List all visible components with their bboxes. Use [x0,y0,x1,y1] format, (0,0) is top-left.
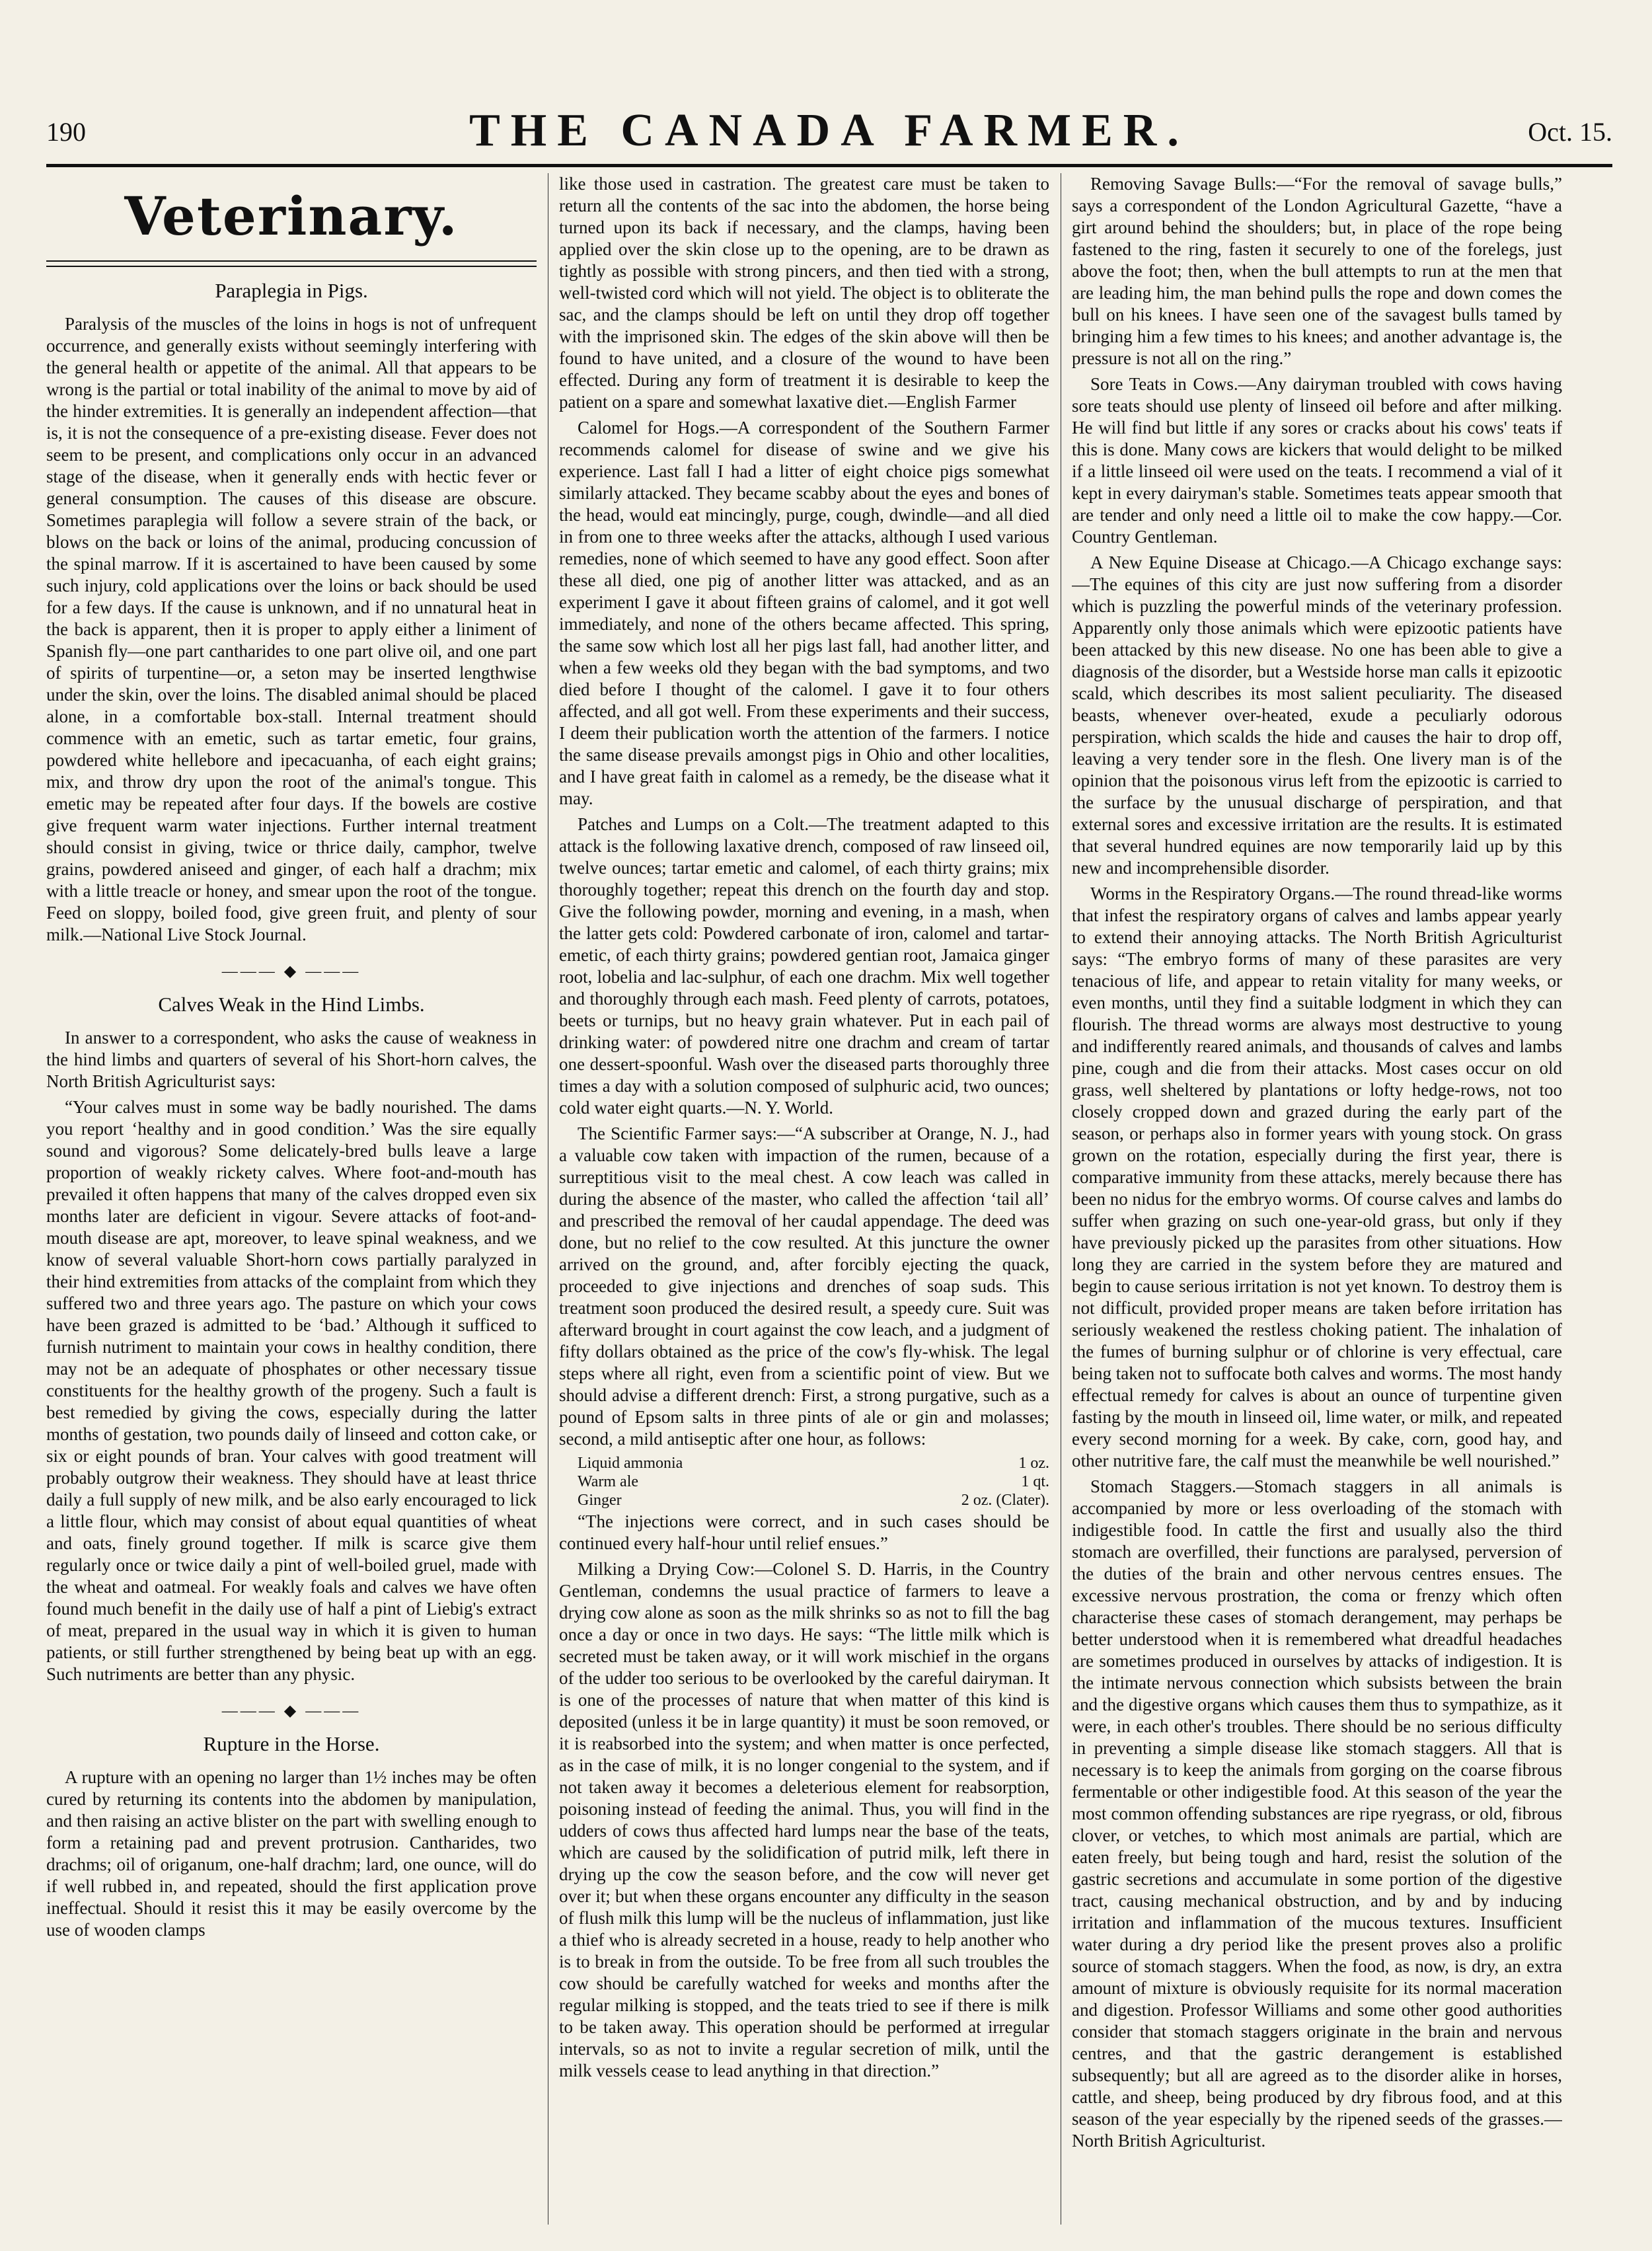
article-paragraph: A rupture with an opening no larger than 1½ inches may be often cured by returning its contents into the abdomen by manipulation, and then raising an active blister on the part with swelling enough to form a retaining pad and prevent protrusion. Cantharides, two drachms; oil of origanum, one-half drachm; lard, one ounce, will do if well rubbed in, and repeated, should the first application prove ineffectual. Should it resist this it may be easily overcome by the use of wooden clamps [46,1767,537,1940]
double-rule [46,260,537,267]
ornament-divider: ——— ◆ ——— [221,963,361,980]
article-paragraph: “Your calves must in some way be badly nourished. The dams you report ‘healthy and in good condition.’ Was the sire equally sound and vigorous? Some delicately-bred bulls leave a large proportion of weakly rickety calves. Where foot-and-mouth has prevailed it often happens that many of the calves dropped even six months later are deficient in vigour. Severe attacks of foot-and-mouth disease are apt, moreover, to leave spinal weakness, and we know of several valuable Short-horn cows partially paralyzed in their hind extremities from attacks of the complaint from which they suffered two and three years ago. The pasture on which your cows have been grazed is admitted to be ‘bad.’ Although it sufficed to furnish nutriment to maintain your cows in healthy condition, there may not be an adequate of phosphates or other necessary tissue constituents for the healthy growth of the progeny. Such a fault is best remedied by giving the cows, especially during the latter months of gestation, two pounds daily of linseed and cotton cake, or six or eight pounds of bran. Your calves with good treatment will probably outgrow their weakness. They should have at least thrice daily a full supply of new milk, and be also early encouraged to lick a little flour, which may consist of about equal quantities of wheat and oats, finely ground together. If milk is scarce give them regularly once or twice daily a pint of well-boiled gruel, made with the wheat and oatmeal. For weakly foals and calves we have often found much benefit in the daily use of half a pint of Liebig's extract of meat, prepared in the usual way in which it is given to human patients, or still further strengthened by being beat up with an egg. Such nutriments are better than any physic. [46,1097,537,1684]
article-title: Rupture in the Horse. [203,1732,380,1755]
department-heading: Veterinary. [124,185,459,247]
issue-date: Oct. 15. [1528,117,1612,147]
article-paragraph: A New Equine Disease at Chicago.—A Chicago exchange says:—The equines of this city are just now suffering from a disorder which is puzzling the powerful minds of the veterinary profession. Apparently only those animals which were epizootic patients have been attacked by this new disease. No one has been able to give a diagnosis of the disorder, but a Westside horse man calls it epizootic scald, which describes its most salient peculiarity. The diseased beasts, whenever over-heated, exude a peculiarly odorous perspiration, which scalds the hide and causes the hair to drop off, leaving a very tender sore in the flesh. One livery man is of the opinion that the poisonous virus left from the epizootic is carried to the surface by the unusual discharge of perspiration, and that external sores and excessive irritation are the results. It is estimated that several hundred equines are now temporarily laid up by this new and incomprehensible disorder. [1072,553,1562,878]
article-paragraph: like those used in castration. The greatest care must be taken to return all the contents of the sac into the abdomen, the horse being turned upon its back if necessary, and the clamps, having been applied over the skin close up to the opening, are to be drawn as tightly as possible with strong pincers, and then tied with a strong, well-twisted cord which will not yield. The object is to obliterate the sac, and the clamps should be left on until they drop off together with the imprisoned skin. The edges of the skin above will then be found to have united, and a closure of the wound to have been effected. During any form of treatment it is desirable to keep the patient on a spare and somewhat laxative diet.—English Farmer [559,174,1049,412]
article-paragraph: Stomach Staggers.—Stomach staggers in all animals is accompanied by more or less overloading of the stomach with indigestible food. In cattle the first and usually also the third stomach are overfilled, their functions are paralysed, perversion of the duties of the brain and other nervous centres ensues. The excessive nervous prostration, the coma or frenzy which often characterise these cases of stomach derangement, may perhaps be better understood when it is remembered what dreadful headaches are sometimes produced in ourselves by attacks of indigestion. It is the intimate nervous connection which subsists between the brain and the digestive organs which causes them thus to sympathize, as it were, in each other's troubles. There should be no serious difficulty in preventing a simple disease like stomach staggers. All that is necessary is to keep the animals from gorging on the coarse fibrous fermentable or other indigestible food. At this season of the year the most common offending substances are ripe ryegrass, or old, fibrous clover, or vetches, to which most animals are partial, which are eaten freely, but being tough and hard, resist the solution of the gastric secretions and accumulate in some portion of the digestive tract, causing mechanical obstruction, and by and by inducing irritation and inflammation of the mucous textures. Insufficient water during a dry period like the present proves also a prolific source of stomach staggers. When the food, as now, is dry, an extra amount of mixture is obviously requisite for its normal maceration and digestion. Professor Williams and some other good authorities consider that stomach staggers originate in the brain and nervous centres, and that the gastric derangement is established subsequently; but all are agreed as to the disorder alike in horses, cattle, and sheep, being produced by dry fibrous food, and at this season of the year especially by the ripened seeds of the grasses.—North British Agriculturist. [1072,1476,1562,2151]
page-number: 190 [46,117,86,147]
article-paragraph: Sore Teats in Cows.—Any dairyman troubled with cows having sore teats should use plenty of linseed oil before and after milking. He will find but little if any sores or cracks about his cows' teats if this is done. Many cows are kickers that would delight to be milked if a little linseed oil were used on the teats. I recommend a vial of it kept in every dairyman's stable. Sometimes teats appear smooth that are tender and only need a little oil to make the cow happy.—Cor. Country Gentleman. [1072,374,1562,547]
formula-row [578,1472,1049,1491]
column-3 [1072,173,1562,2225]
article-title: Calves Weak in the Hind Limbs. [158,993,425,1016]
masthead-rule [46,164,1612,167]
article-paragraph: Milking a Drying Cow:—Colonel S. D. Harris, in the Country Gentleman, condemns the usual practice of farmers to leave a drying cow alone as soon as the milk shrinks so as not to fill the bag once a day or once in two days. He says: “The little milk which is secreted must be taken away, or it will work mischief in the organs of the udder too serious to be overlooked by the careful dairyman. It is one of the processes of nature that when matter of this kind is deposited (unless it be in large quantity) it must be soon removed, or it is reabsorbed into the system; and when matter is once perfected, as in the case of milk, it is no longer congenial to the system, and if not taken away it becomes a deleterious element for reabsorption, poisoning instead of feeding the animal. Thus, you will find in the udders of cows thus affected hard lumps near the base of the teats, which are caused by the solidification of putrid milk, left there in drying up the cow the season before, and the cow will never get over it; but when these organs encounter any difficulty in the season of flush milk this lump will be the nucleus of inflammation, just like a thief who is already secreted in a house, ready to help another who is to break in from the outside. To be free from all such troubles the cow should be carefully watched for weeks and months after the regular milking is stopped, and the teats tried to see if there is milk to be taken away. This operation should be performed at irregular intervals, so as not to invite a regular secretion of milk, until the milk vessels cease to lead anything in that direction.” [559,1559,1049,2080]
article-paragraph: Patches and Lumps on a Colt.—The treatment adapted to this attack is the following laxative drench, composed of raw linseed oil, twelve ounces; tartar emetic and calomel, of each thirty grains; mix thoroughly together; repeat this drench on the fourth day and stop. Give the following powder, morning and evening, in a mash, when the latter gets cold: Powdered carbonate of iron, calomel and tartar-emetic, of each thirty grains; powdered gentian root, Jamaica ginger root, lobelia and lac-sulphur, of each one drachm. Mix well together and thoroughly through each mash. Feed plenty of carrots, potatoes, beets or turnips, but no heavy grain whatever. Put in each pail of drinking water: of powdered nitre one drachm and cream of tartar one dessert-spoonful. Wash over the diseased parts thoroughly three times a day with a solution composed of sulphuric acid, two ounces; cold water eight quarts.—N. Y. World. [559,814,1049,1118]
formula-ingredient: Liquid ammonia [578,1455,683,1472]
article-paragraph: “The injections were correct, and in such cases should be continued every half-hour until relief ensues.” [559,1511,1049,1553]
formula-quantity: 1 qt. [1021,1473,1049,1490]
article-paragraph: Paralysis of the muscles of the loins in hogs is not of unfrequent occurrence, and generally exists without seemingly interfering with the general health or appetite of the animal. All that appears to be wrong is the partial or total inability of the animal to move by aid of the hinder extremities. It is generally an independent affection—that is, it is not the consequence of a pre-existing disease. Fever does not seem to be present, and complications only occur in an advanced stage of the disease, when it generally ends with hectic fever or general consumption. The causes of this disease are obscure. Sometimes paraplegia will follow a severe strain of the back, or blows on the back or loins of the animal, producing concussion of the spinal marrow. If it is ascertained to have been caused by some such injury, cold applications over the loins or back should be used for a few days. If the cause is unknown, and if no unnatural heat in the back is apparent, then it is proper to apply either a liniment of Spanish fly—one part cantharides to one part olive oil, and one part of spirits of turpentine—or, a seton may be inserted lengthwise under the skin, over the loins. The disabled animal should be placed alone, in a comfortable box-stall. Internal treatment should commence with an emetic, such as tartar emetic, four grains, powdered white hellebore and ipecacuanha, of each eight grains; mix, and throw dry upon the root of the animal's tongue. This emetic may be repeated after four days. If the bowels are costive give frequent warm water injections. Further internal treatment should consist in giving, twice or thrice daily, camphor, twelve grains, powdered aniseed and ginger, of each half a drachm; mix with a little treacle or honey, and smear upon the root of the tongue. Feed on sloppy, boiled food, give green fruit, and plenty of sour milk.—National Live Stock Journal. [46,314,537,944]
article-paragraph: Worms in the Respiratory Organs.—The round thread-like worms that infest the respiratory organs of calves and lambs appear yearly to extend their annoying attacks. The North British Agriculturist says: “The embryo forms of many of these parasites are very tenacious of life, and appear to retain vitality for many weeks, or even months, until they find a suitable lodgment in which they can flourish. The thread worms are always most destructive to young and indifferently reared animals, and thousands of calves and lambs pine, cough and die from their attacks. Most cases occur on old grass, well sheltered by plantations or lofty hedge-rows, not too closely cropped down and grazed during the early part of the season, or perhaps also in former years with young stock. On grass grown on the rotation, especially during the first year, there is comparative immunity from these attacks, merely because there has been no nidus for the embryo worms. Of course calves and lambs do suffer when grazing on such one-year-old grass, but only if they have previously picked up the parasites from other situations. How long they are carried in the system before they are matured and begin to cause serious irritation is not yet known. To destroy them is not difficult, provided proper means are taken before irritation has seriously weakened the restless choking patient. The inhalation of the fumes of burning sulphur or of chlorine is very effectual, care being taken not to suffocate both calves and worms. The most handy effectual remedy for calves is about an ounce of turpentine given fasting by the mouth in linseed oil, lime water, or milk, and repeated every second morning for a week. By cake, corn, good hay, and other nutritive fare, the calf must the meanwhile be well nourished.” [1072,884,1562,1470]
column-2 [559,173,1049,2225]
formula-row [578,1454,1049,1472]
article-paragraph: Calomel for Hogs.—A correspondent of the Southern Farmer recommends calomel for disease of swine and we give his experience. Last fall I had a litter of eight choice pigs somewhat similarly attacked. They became scabby about the eyes and bones of the head, would eat mincingly, purge, cough, dwindle—and all died in from one to three weeks after the attacks, although I used various remedies, none of which seemed to have any good effect. Soon after these all died, one pig of another litter was attacked, and as an experiment I gave it about fifteen grains of calomel, and it got well immediately, and none of the others became affected. This spring, the same sow which lost all her pigs last fall, had another litter, and when a few weeks old they began with the bad symptoms, and two died before I thought of the calomel. I gave it to four others affected, and all got well. From these experiments and their success, I deem their publication worth the attention of the farmers. I notice the same disease prevails amongst pigs in Ohio and other localities, and I have great faith in calomel as a remedy, be the disease what it may. [559,418,1049,808]
columns [46,173,1612,2225]
formula-quantity: 2 oz. (Clater). [961,1492,1049,1509]
article-paragraph: In answer to a correspondent, who asks the cause of weakness in the hind limbs and quarters of several of his Short-horn calves, the North British Agriculturist says: [46,1028,537,1091]
formula-row [578,1491,1049,1509]
ornament-divider: ——— ◆ ——— [221,1702,361,1720]
article-paragraph: Removing Savage Bulls:—“For the removal of savage bulls,” says a correspondent of the London Agricultural Gazette, “have a girt around behind the shoulders; but, in place of the rope being fastened to the ring, fasten it securely to one of the forelegs, just above the foot; then, when the bull attempts to run at the men that are leading him, the man behind pulls the rope and down comes the bull on his knees. I have seen one of the savagest bulls tamed by bringing him a few times to his knees; and another advantage is, the pressure is not all on the ring.” [1072,174,1562,368]
formula-quantity: 1 oz. [1018,1455,1049,1472]
article-title: Paraplegia in Pigs. [215,279,368,302]
newspaper-title: THE CANADA FARMER. [469,105,1189,156]
column-1 [46,173,537,2225]
formula-ingredient: Warm ale [578,1473,639,1490]
masthead [46,104,1612,157]
formula-table [578,1454,1049,1509]
article-paragraph: The Scientific Farmer says:—“A subscriber at Orange, N. J., had a valuable cow taken with impaction of the rumen, because of a surreptitious visit to the meal chest. A cow leach was called in during the absence of the master, who called the affection ‘tail all’ and prescribed the removal of her caudal appendage. The deed was done, but no relief to the cow resulted. At this juncture the owner arrived on the ground, and, after forcibly ejecting the quack, proceeded to give injections and drenches of soap suds. This treatment soon produced the desired result, a speedy cure. Suit was afterward brought in court against the cow leach, and a judgment of fifty dollars obtained as the price of the cow's fly-whisk. The legal steps where all right, even from a scientific point of view. But we should advise a different drench: First, a strong purgative, such as a pound of Epsom salts in three pints of ale or gin and molasses; second, a mild antiseptic after one hour, as follows: [559,1124,1049,1449]
formula-ingredient: Ginger [578,1492,622,1509]
